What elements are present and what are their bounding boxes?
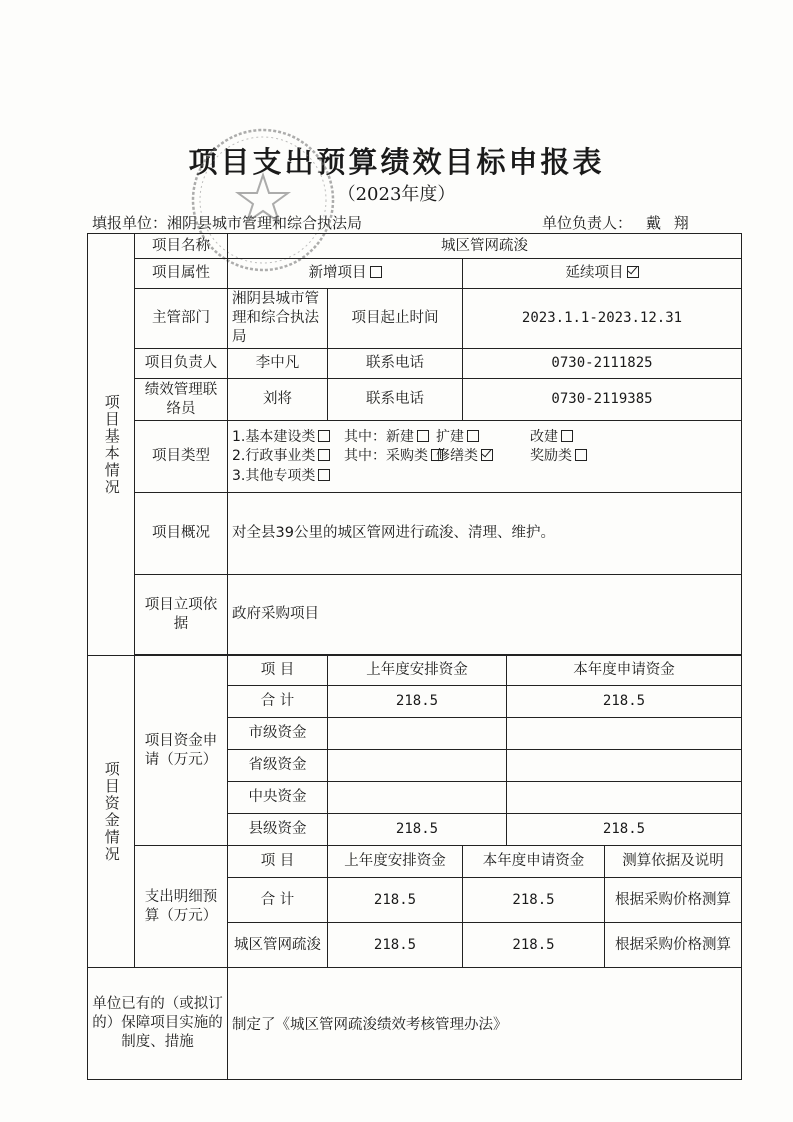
apply-row-last: 218.5 bbox=[328, 814, 507, 846]
attr-cont-option bbox=[463, 259, 742, 289]
apply-row-last bbox=[328, 750, 507, 782]
detail-row-this: 218.5 bbox=[463, 923, 605, 968]
apply-row-this: 218.5 bbox=[507, 686, 742, 718]
checkbox-checked-icon bbox=[481, 449, 493, 461]
measures-label: 单位已有的（或拟订的）保障项目实施的制度、措施 bbox=[88, 968, 228, 1080]
type-2-a: 修缮类 bbox=[436, 447, 530, 465]
liaison-label: 绩效管理联络员 bbox=[135, 379, 228, 421]
unit-principal-value: 戴 翔 bbox=[646, 214, 693, 232]
detail-col-basis: 测算依据及说明 bbox=[605, 846, 742, 878]
basis-label: 项目立项依据 bbox=[135, 575, 228, 655]
section-funds bbox=[88, 656, 135, 968]
section-basic-label: 项目基本情况 bbox=[102, 393, 121, 496]
checkbox-icon bbox=[318, 469, 330, 481]
overview-value: 对全县39公里的城区管网进行疏浚、清理、维护。 bbox=[228, 493, 742, 575]
section-funds-label: 项目资金情况 bbox=[102, 760, 121, 863]
type-1-b: 改建 bbox=[530, 428, 600, 446]
dept-label: 主管部门 bbox=[135, 289, 228, 349]
overview-label: 项目概况 bbox=[135, 493, 228, 575]
filler-unit-value: 湘阴县城市管理和综合执法局 bbox=[167, 214, 363, 232]
measures-value: 制定了《城区管网疏浚绩效考核管理办法》 bbox=[228, 968, 742, 1080]
unit-principal-label: 单位负责人： bbox=[542, 214, 633, 232]
type-3: 3.其他专项类 bbox=[232, 467, 344, 485]
apply-col-this: 本年度申请资金 bbox=[507, 656, 742, 686]
period-value: 2023.1.1-2023.12.31 bbox=[463, 289, 742, 349]
apply-row-this bbox=[507, 718, 742, 750]
apply-row-label: 省级资金 bbox=[228, 750, 328, 782]
year-subtitle: （2023年度） bbox=[337, 184, 456, 205]
checkbox-icon bbox=[318, 430, 330, 442]
checkbox-new-icon bbox=[370, 266, 382, 278]
apply-row-this bbox=[507, 782, 742, 814]
dept-value: 湘阴县城市管理和综合执法局 bbox=[228, 289, 328, 349]
type-1-sub: 其中：新建 bbox=[344, 428, 436, 446]
detail-row-basis: 根据采购价格测算 bbox=[605, 878, 742, 923]
apply-row-last bbox=[328, 718, 507, 750]
leader-value: 李中凡 bbox=[228, 349, 328, 379]
liaison-phone-value: 0730-2119385 bbox=[463, 379, 742, 421]
apply-label: 项目资金申请（万元） bbox=[135, 656, 228, 846]
leader-label: 项目负责人 bbox=[135, 349, 228, 379]
detail-col-this: 本年度申请资金 bbox=[463, 846, 605, 878]
detail-row-last: 218.5 bbox=[328, 878, 463, 923]
apply-row-this bbox=[507, 750, 742, 782]
apply-row-last bbox=[328, 782, 507, 814]
detail-row-this: 218.5 bbox=[463, 878, 605, 923]
apply-row-label: 市级资金 bbox=[228, 718, 328, 750]
detail-row-basis: 根据采购价格测算 bbox=[605, 923, 742, 968]
page-title: 项目支出预算绩效目标申报表 bbox=[188, 145, 605, 179]
type-2: 2.行政事业类 bbox=[232, 447, 344, 465]
type-2-sub: 其中：采购类 bbox=[344, 447, 436, 465]
basis-value: 政府采购项目 bbox=[228, 575, 742, 655]
filler-unit-label: 填报单位： bbox=[92, 214, 168, 232]
project-name-label: 项目名称 bbox=[135, 234, 228, 259]
apply-row-label: 中央资金 bbox=[228, 782, 328, 814]
type-1: 1.基本建设类 bbox=[232, 428, 344, 446]
apply-row-last: 218.5 bbox=[328, 686, 507, 718]
detail-col-last: 上年度安排资金 bbox=[328, 846, 463, 878]
apply-row-label: 合 计 bbox=[228, 686, 328, 718]
detail-row-label: 合 计 bbox=[228, 878, 328, 923]
attr-new-text: 新增项目 bbox=[308, 265, 367, 282]
apply-row-this: 218.5 bbox=[507, 814, 742, 846]
leader-phone-value: 0730-2111825 bbox=[463, 349, 742, 379]
checkbox-icon bbox=[431, 449, 443, 461]
filler-unit bbox=[92, 212, 362, 233]
project-attr-label: 项目属性 bbox=[135, 259, 228, 289]
apply-col-last: 上年度安排资金 bbox=[328, 656, 507, 686]
checkbox-icon bbox=[318, 449, 330, 461]
liaison-value: 刘将 bbox=[228, 379, 328, 421]
attr-cont-text: 延续项目 bbox=[565, 265, 624, 282]
leader-phone-label: 联系电话 bbox=[328, 349, 463, 379]
checkbox-icon bbox=[561, 430, 573, 442]
liaison-phone-label: 联系电话 bbox=[328, 379, 463, 421]
checkbox-icon bbox=[417, 430, 429, 442]
detail-row-last: 218.5 bbox=[328, 923, 463, 968]
type-1-a: 扩建 bbox=[436, 428, 530, 446]
unit-principal bbox=[542, 212, 693, 233]
budget-form-table bbox=[87, 233, 742, 1080]
apply-row-label: 县级资金 bbox=[228, 814, 328, 846]
attr-new-option bbox=[228, 259, 463, 289]
detail-label: 支出明细预算（万元） bbox=[135, 846, 228, 968]
period-label: 项目起止时间 bbox=[328, 289, 463, 349]
checkbox-icon bbox=[467, 430, 479, 442]
type-2-b: 奖励类 bbox=[530, 447, 600, 465]
type-label: 项目类型 bbox=[135, 421, 228, 493]
checkbox-icon bbox=[575, 449, 587, 461]
project-name-value: 城区管网疏浚 bbox=[228, 234, 742, 259]
detail-col-item: 项 目 bbox=[228, 846, 328, 878]
type-options bbox=[228, 421, 742, 493]
checkbox-continue-icon bbox=[627, 266, 639, 278]
apply-col-item: 项 目 bbox=[228, 656, 328, 686]
section-basic bbox=[88, 234, 135, 656]
detail-row-label: 城区管网疏浚 bbox=[228, 923, 328, 968]
